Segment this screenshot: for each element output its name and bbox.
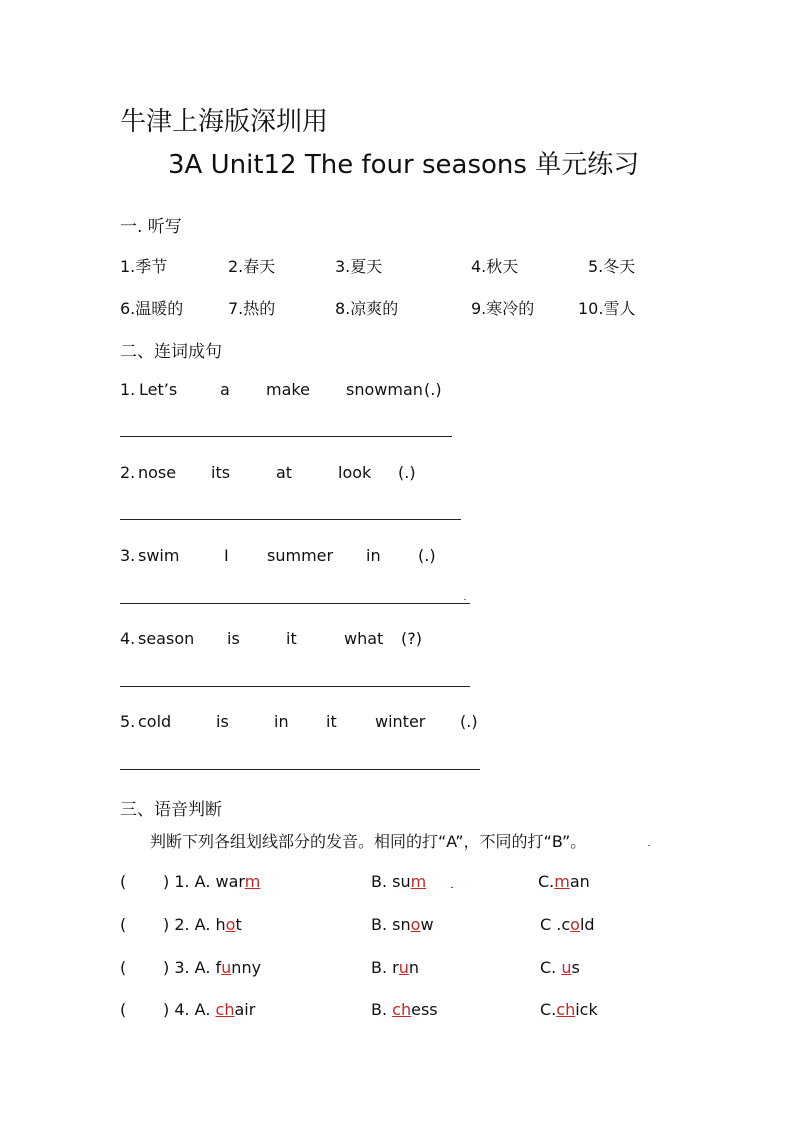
answer-line[interactable] — [120, 519, 461, 520]
scrambled-word: is — [227, 629, 240, 648]
scrambled-word: make — [266, 380, 310, 399]
question-number: 3. — [120, 546, 136, 565]
stray-mark — [464, 599, 466, 600]
scrambled-word: at — [276, 463, 293, 482]
question-number: 1. — [120, 380, 136, 399]
scrambled-word: in — [366, 546, 381, 565]
phonics-option-c: C.chick — [540, 1000, 598, 1019]
answer-blank[interactable]: ( — [120, 872, 127, 891]
dictation-word: 4.秋天 — [471, 257, 519, 276]
end-punctuation: (.) — [424, 380, 442, 399]
scrambled-word: summer — [267, 546, 334, 565]
scrambled-word: cold — [138, 712, 172, 731]
scrambled-word: swim — [138, 546, 180, 565]
scrambled-word: I — [224, 546, 229, 565]
scrambled-word: snowman — [346, 380, 423, 399]
scrambled-word: Let’s — [139, 380, 178, 399]
phonics-option-c: C .cold — [540, 915, 595, 934]
scrambled-word: season — [138, 629, 195, 648]
phonics-option-c: C.man — [538, 872, 590, 891]
dictation-word: 6.温暖的 — [120, 299, 184, 318]
phonics-option-c: C. us — [540, 958, 580, 977]
phonics-option-b: B. sum — [371, 872, 427, 891]
phonics-option-a: ) 1. A. warm — [163, 872, 261, 891]
scrambled-word: look — [338, 463, 372, 482]
end-punctuation: (?) — [401, 629, 422, 648]
end-punctuation: (.) — [460, 712, 478, 731]
scrambled-word: nose — [138, 463, 177, 482]
question-number: 5. — [120, 712, 136, 731]
dictation-word: 10.雪人 — [578, 299, 636, 318]
end-punctuation: (.) — [398, 463, 416, 482]
phonics-option-a: ) 4. A. chair — [163, 1000, 256, 1019]
dictation-word: 5.冬天 — [588, 257, 636, 276]
section-3-heading: 三、语音判断 — [120, 800, 222, 820]
scrambled-word: in — [274, 712, 289, 731]
answer-blank[interactable]: ( — [120, 915, 127, 934]
section-1-heading: 一. 听写 — [120, 217, 182, 237]
dictation-word: 9.寒冷的 — [471, 299, 535, 318]
title-line-1: 牛津上海版深圳用 — [120, 107, 329, 137]
dictation-word: 8.凉爽的 — [335, 299, 399, 318]
phonics-option-b: B. run — [371, 958, 420, 977]
scrambled-word: a — [220, 380, 230, 399]
answer-blank[interactable]: ( — [120, 958, 127, 977]
stray-mark — [648, 845, 650, 846]
dictation-word: 1.季节 — [120, 257, 168, 276]
stray-mark — [451, 887, 453, 888]
answer-blank[interactable]: ( — [120, 1000, 127, 1019]
phonics-option-b: B. chess — [371, 1000, 438, 1019]
question-number: 2. — [120, 463, 136, 482]
scrambled-word: its — [211, 463, 231, 482]
phonics-option-b: B. snow — [371, 915, 434, 934]
scrambled-word: it — [326, 712, 337, 731]
title-line-2: 3A Unit12 The four seasons 单元练习 — [168, 150, 640, 180]
scrambled-word: it — [286, 629, 297, 648]
scrambled-word: winter — [375, 712, 426, 731]
answer-line[interactable] — [120, 603, 470, 604]
section-2-heading: 二、连词成句 — [120, 342, 222, 362]
instruction-text: 判断下列各组划线部分的发音。相同的打“A”，不同的打“B”。 — [150, 832, 587, 851]
question-number: 4. — [120, 629, 136, 648]
dictation-word: 3.夏天 — [335, 257, 383, 276]
answer-line[interactable] — [120, 436, 452, 437]
phonics-option-a: ) 2. A. hot — [163, 915, 242, 934]
scrambled-word: is — [216, 712, 229, 731]
answer-line[interactable] — [120, 769, 480, 770]
dictation-word: 7.热的 — [228, 299, 276, 318]
answer-line[interactable] — [120, 686, 470, 687]
scrambled-word: what — [344, 629, 384, 648]
dictation-word: 2.春天 — [228, 257, 276, 276]
phonics-option-a: ) 3. A. funny — [163, 958, 262, 977]
end-punctuation: (.) — [418, 546, 436, 565]
